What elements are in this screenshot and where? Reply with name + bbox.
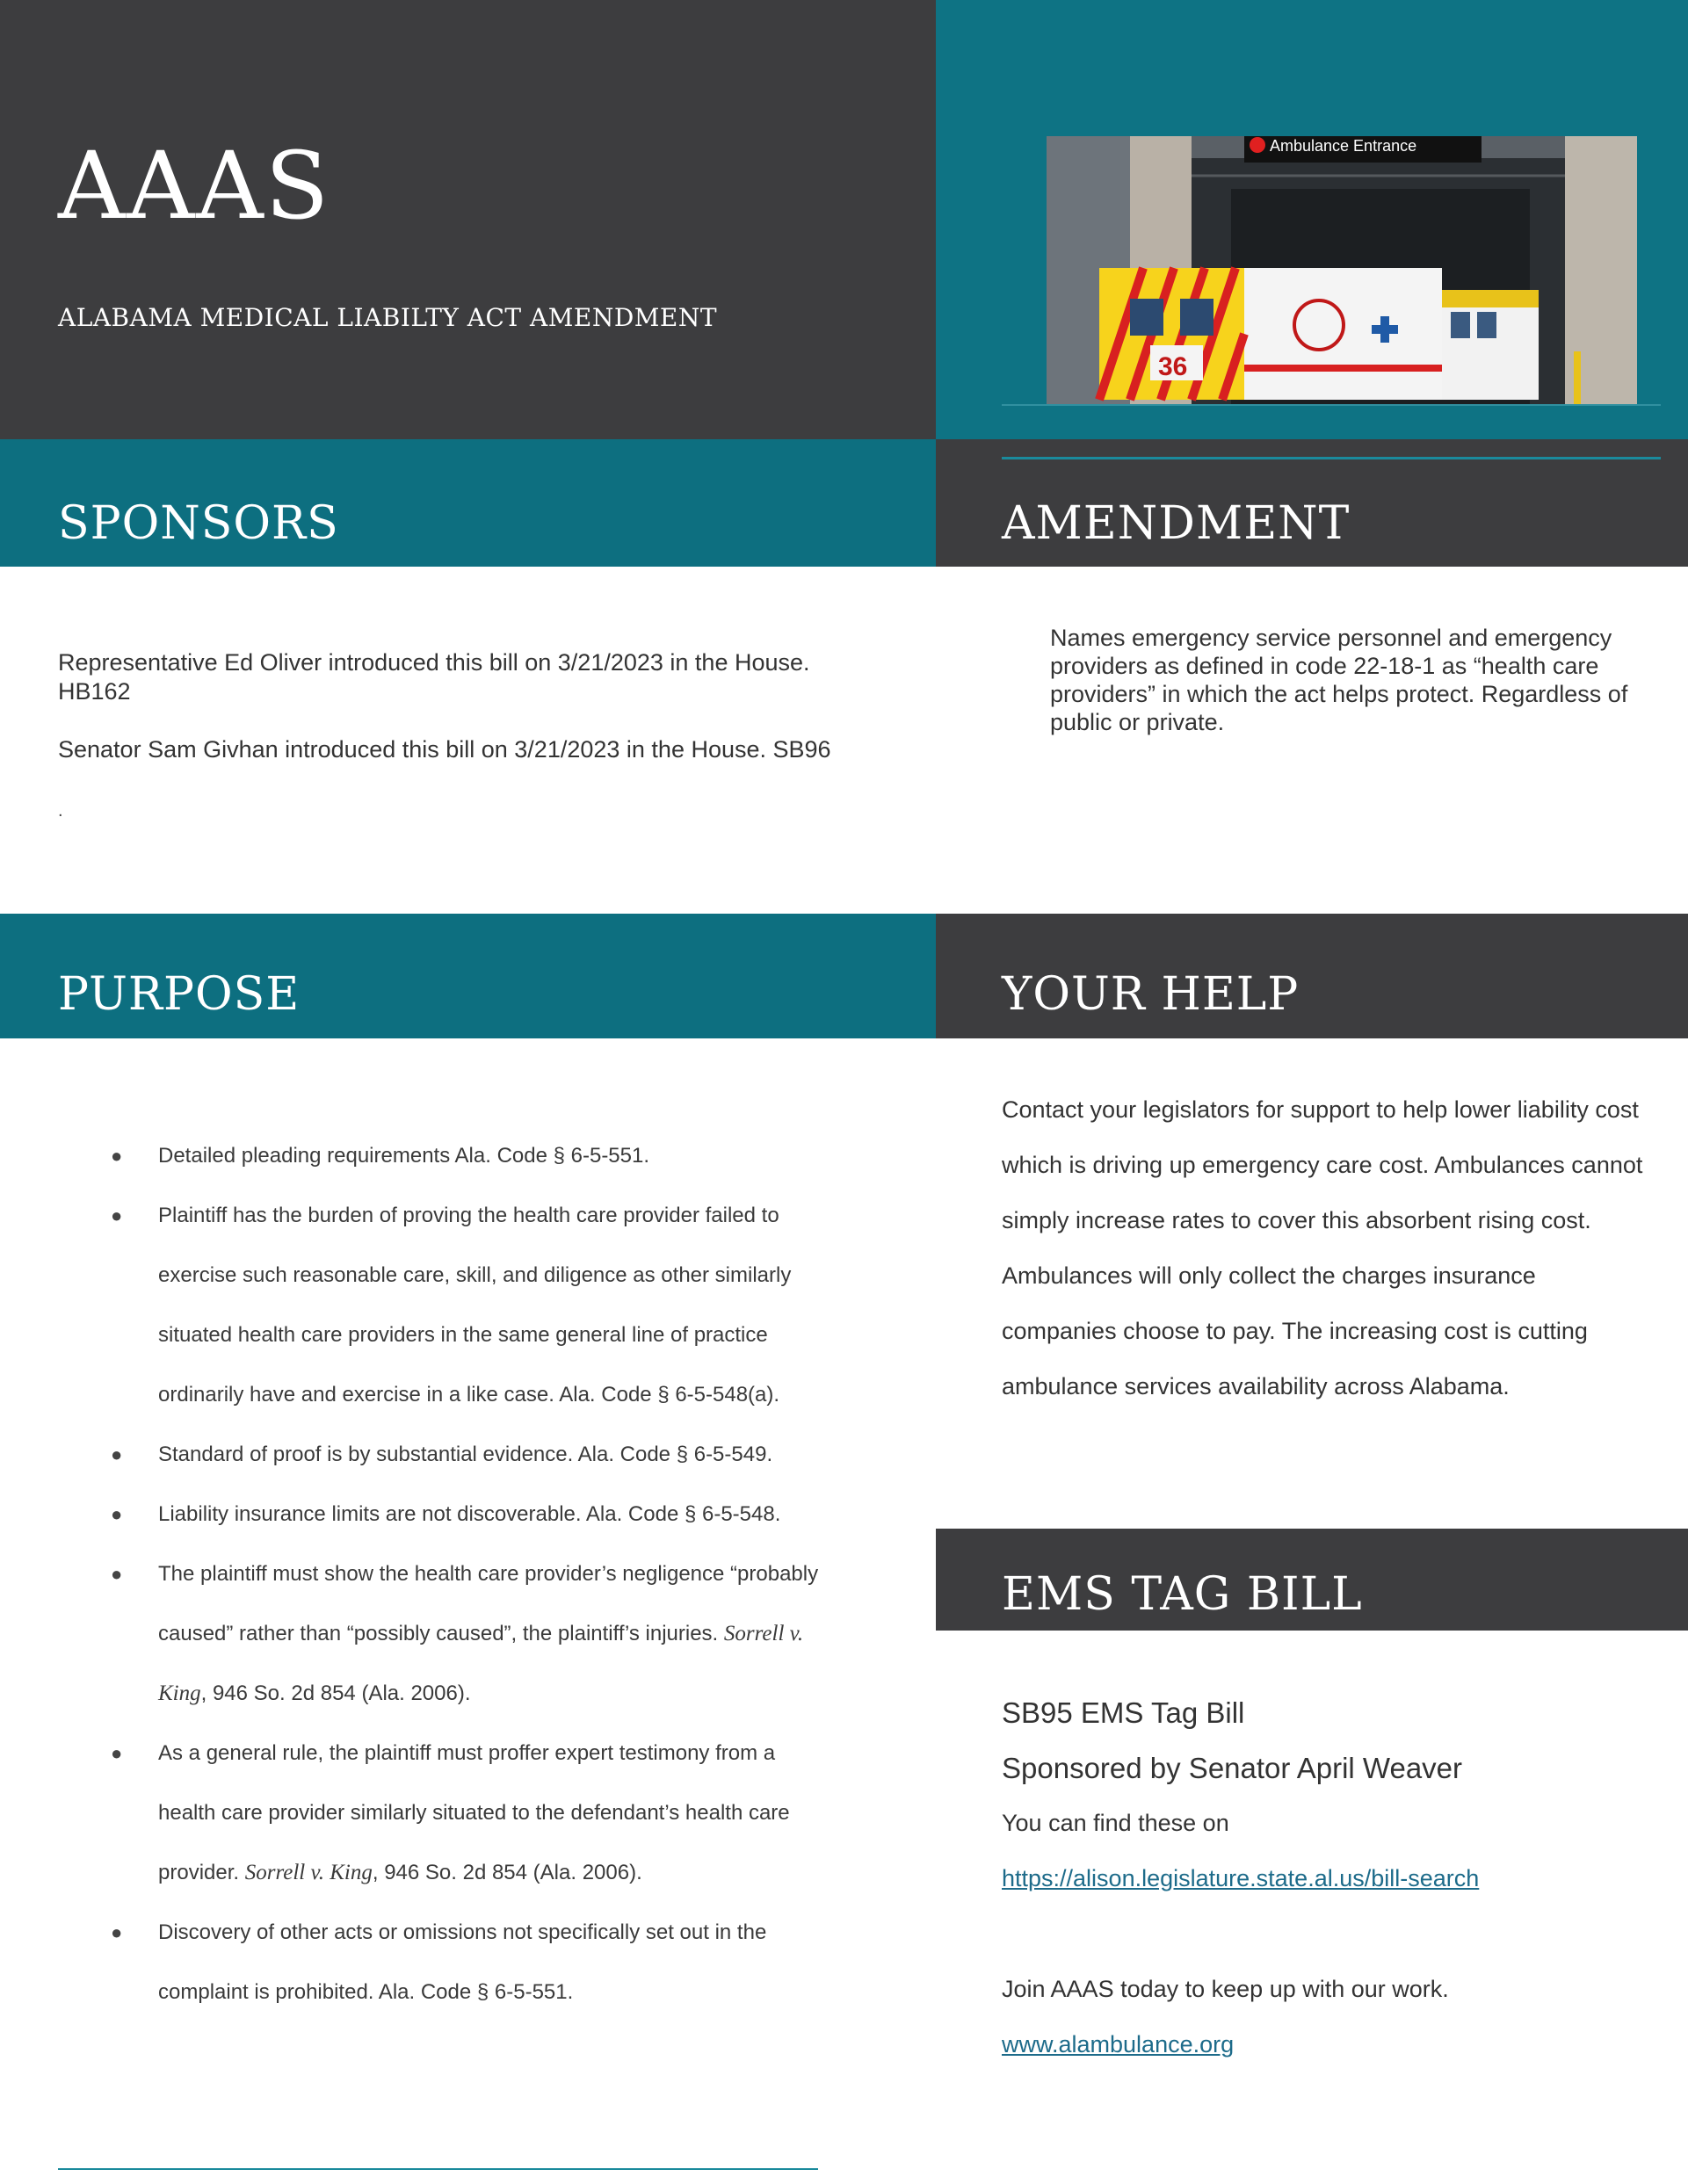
bill-name: SB95 EMS Tag Bill	[1002, 1696, 1245, 1729]
list-item	[105, 1724, 835, 1903]
list-item-text: Liability insurance limits are not discoverable. Ala. Code § 6-5-548.	[158, 1502, 781, 1526]
citation-text: , 946 So. 2d 854 (Ala. 2006).	[200, 1681, 471, 1705]
ambulance-sign-text: Ambulance Entrance	[1270, 137, 1417, 155]
sponsors-header	[0, 439, 936, 567]
list-item-text: Plaintiff has the burden of proving the health care provider failed to exercise such reasonable care, skill, and diligence as other similarly situated health care providers in the same general line of practice ordinarily have and exercise in a like case. Ala. Code § 6-5-548(a).	[158, 1204, 792, 1407]
list-item-text: Discovery of other acts or omissions not specifically set out in the complaint is prohibited. Ala. Code § 6-5-551.	[158, 1920, 767, 2004]
purpose-list	[105, 1126, 835, 2022]
ems-tag-bill-title: EMS TAG BILL	[1002, 1568, 1363, 1621]
logo-title: AAAS	[58, 132, 331, 240]
purpose-header	[0, 914, 936, 1038]
purpose-title: PURPOSE	[58, 968, 301, 1021]
purpose-divider	[58, 2168, 818, 2170]
bullet-icon: ●	[111, 1742, 123, 1764]
your-help-title: YOUR HELP	[1002, 968, 1300, 1021]
sponsor-paragraph: Representative Ed Oliver introduced this bill on 3/21/2023 in the House. HB162	[58, 649, 810, 705]
list-item	[105, 1425, 835, 1485]
ambulance-photo	[1047, 136, 1637, 404]
case-citation: Sorrell v. King	[158, 1622, 804, 1705]
bullet-icon: ●	[111, 1443, 123, 1465]
bullet-icon: ●	[111, 1921, 123, 1943]
bullet-icon: ●	[111, 1503, 123, 1525]
ems-tag-bill-body	[1002, 1685, 1652, 2072]
ems-tag-bill-header	[936, 1529, 1688, 1631]
amendment-body: Names emergency service personnel and emergency providers as defined in code 22-18-1 as “health care providers” in which the act helps protect. Regardless of public or private.	[1050, 625, 1628, 735]
unit-number: 36	[1158, 352, 1188, 381]
document-subtitle: ALABAMA MEDICAL LIABILTY ACT AMENDMENT	[58, 303, 718, 332]
list-item-text: The plaintiff must show the health care provider’s negligence “probably caused” rather than “possibly caused”, the plaintiff’s injuries.	[158, 1562, 819, 1645]
sponsors-title: SPONSORS	[58, 497, 339, 550]
list-item	[105, 1126, 835, 1186]
your-help-header	[936, 914, 1688, 1038]
header-panel	[0, 0, 936, 439]
trailing-period: .	[58, 801, 63, 821]
bill-search-link[interactable]: https://alison.legislature.state.al.us/bill-search	[1002, 1865, 1480, 1891]
bill-sponsor: Sponsored by Senator April Weaver	[1002, 1752, 1463, 1784]
list-item-text: As a general rule, the plaintiff must proffer expert testimony from a health care provider similarly situated to the defendant’s health care provider.	[158, 1741, 790, 1884]
sponsor-paragraph: Senator Sam Givhan introduced this bill on 3/21/2023 in the House. SB96	[58, 736, 831, 763]
bullet-icon: ●	[111, 1145, 123, 1167]
bullet-icon: ●	[111, 1563, 123, 1585]
citation-text: , 946 So. 2d 854 (Ala. 2006).	[372, 1861, 642, 1884]
list-item	[105, 1903, 835, 2022]
list-item	[105, 1485, 835, 1544]
list-item	[105, 1544, 835, 1724]
sponsors-body	[58, 648, 849, 793]
website-link[interactable]: www.alambulance.org	[1002, 2031, 1235, 2057]
bullet-icon: ●	[111, 1204, 123, 1226]
find-text: You can find these on	[1002, 1810, 1229, 1836]
list-item	[105, 1186, 835, 1425]
amendment-divider	[1002, 457, 1661, 459]
amendment-title: AMENDMENT	[1002, 497, 1351, 550]
list-item-text: Standard of proof is by substantial evidence. Ala. Code § 6-5-549.	[158, 1443, 773, 1466]
photo-divider	[1002, 404, 1661, 406]
join-text: Join AAAS today to keep up with our work.	[1002, 1976, 1449, 2002]
your-help-body: Contact your legislators for support to help lower liability cost which is driving up emergency care cost. Ambulances cannot simply increase rates to cover this absorbent rising cost. Ambulances will only collect the charges insurance companies choose to pay. The increasing cost is cutting ambulance services availability across Alabama.	[1002, 1096, 1643, 1399]
case-citation: Sorrell v. King	[244, 1861, 373, 1884]
list-item-text: Detailed pleading requirements Ala. Code § 6-5-551.	[158, 1144, 650, 1168]
